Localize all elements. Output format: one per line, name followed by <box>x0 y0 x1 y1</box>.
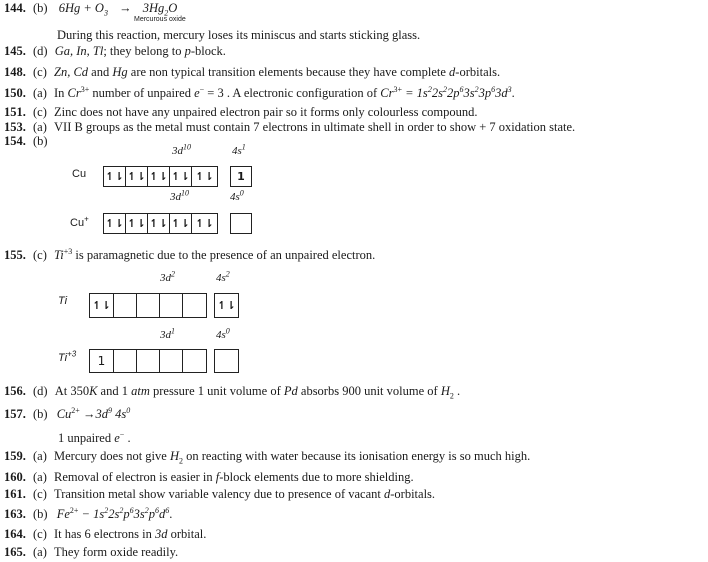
cu-3d-label: $3d^{10}$ <box>172 142 191 157</box>
answer-option: (b) <box>33 507 48 521</box>
answer-option: (c) <box>33 487 47 501</box>
entry-number: 148. <box>4 65 26 79</box>
cup-3d-box-2: ↿⇂ <box>125 213 148 234</box>
entry-text: Transition metal show variable valency due to presence of vacant <box>54 487 384 501</box>
cup-4s-box <box>230 213 252 234</box>
ti3-3d-box-4 <box>159 349 183 373</box>
cup-3d-box-3: ↿⇂ <box>147 213 170 234</box>
entry-153 <box>4 120 575 135</box>
entry-number: 150. <box>4 86 26 100</box>
ti-3d-box-3 <box>136 293 160 318</box>
ion: Cr <box>380 86 394 100</box>
entry-154 <box>4 134 48 149</box>
entry-145 <box>4 44 226 59</box>
equation-rhs: $3Hg_2O$ <box>142 1 178 18</box>
elements: Ga, In, Tl <box>54 44 104 58</box>
entry-text: In <box>54 86 68 100</box>
answer-option: (c) <box>33 248 47 262</box>
cu-3d-box-1: ↿⇂ <box>103 166 126 187</box>
entry-number: 161. <box>4 487 26 501</box>
cup-3d-box-4: ↿⇂ <box>169 213 192 234</box>
ti-3d-box-2 <box>113 293 137 318</box>
entry-text: pressure 1 unit volume of <box>149 384 284 398</box>
entry-text: At 350 <box>54 384 90 398</box>
cup-3d-label: $3d^{10}$ <box>170 188 189 203</box>
entry-160 <box>4 470 414 485</box>
entry-number: 163. <box>4 507 26 521</box>
answer-option: (b) <box>33 1 48 15</box>
block-letter: f <box>215 470 220 484</box>
ti-4s-box: ↿⇂ <box>214 293 239 318</box>
entry-text: -orbitals. <box>390 487 436 501</box>
orbital: 3d <box>155 527 168 541</box>
entry-text: Mercury does not give <box>54 449 170 463</box>
cup-3d-box-1: ↿⇂ <box>103 213 126 234</box>
element: Hg <box>112 65 128 79</box>
molecule: H <box>440 384 450 398</box>
answer-option: (a) <box>33 86 47 100</box>
entry-150: 150. (a) In $Cr^{3+}$ number of unpaired e− = 3 . A electronic configuration of $Cr^{3+} = 1s^22s^22p^63s^23p^63d^3$. <box>4 84 515 100</box>
electron-symbol: e <box>194 86 200 100</box>
reaction-arrow: → <box>119 1 132 15</box>
elements: Zn, Cd <box>54 65 89 79</box>
entry-text: on reacting with water because its ionisation energy is so much high. <box>182 449 531 463</box>
entry-164 <box>4 527 206 542</box>
entry-number: 145. <box>4 44 26 58</box>
ti3-3d-box-5 <box>182 349 207 373</box>
cup-3d-box-5: ↿⇂ <box>191 213 218 234</box>
ti-label: Ti <box>58 295 68 307</box>
entry-144 <box>4 1 177 16</box>
ti3-4s-label: $4s^0$ <box>216 326 230 341</box>
unit: atm <box>131 384 150 398</box>
product-note: Mercurous oxide <box>134 16 186 23</box>
ion: Ti <box>54 248 64 262</box>
cu-3d-box-2: ↿⇂ <box>125 166 148 187</box>
entry-tail: -orbitals. <box>455 65 501 79</box>
ion: Fe <box>56 507 70 521</box>
entry-text: = 3 . A electronic configuration of <box>204 86 381 100</box>
entry-text: and 1 <box>97 384 132 398</box>
entry-144-text: During this reaction, mercury loses its miniscus and starts sticking glass. <box>57 28 421 42</box>
answer-option: (b) <box>33 407 48 421</box>
ion: Cu <box>56 407 72 421</box>
cu-label: Cu <box>72 168 87 180</box>
cup-label: Cu+ <box>70 214 89 229</box>
entry-text: Removal of electron is easier in <box>54 470 216 484</box>
ti-3d-box-4 <box>159 293 183 318</box>
ti3-3d-box-1: 1 <box>89 349 114 373</box>
ti-3d-label: $3d^2$ <box>160 269 175 284</box>
cu-4s-box: 1 <box>230 166 252 187</box>
entry-number: 151. <box>4 105 26 119</box>
entry-157: 157. (b) $Cu^{2+} \to 3d^9$ $4s^0$ <box>4 405 131 421</box>
entry-number: 164. <box>4 527 26 541</box>
entry-156: 156. (d) At 350K and 1 atm pressure 1 unit volume of Pd absorbs 900 unit volume of $H_2$ . <box>4 384 461 401</box>
entry-number: 144. <box>4 1 26 15</box>
electron-configuration: = $1s^22s^22p^63s^23p^63d^3$ <box>402 84 512 100</box>
entry-text: -block elements due to more shielding. <box>219 470 414 484</box>
ti3-3d-box-3 <box>136 349 160 373</box>
block-letter: p <box>184 44 191 58</box>
entry-tail: -block. <box>190 44 226 58</box>
entry-text: is paramagnetic due to the presence of an unpaired electron. <box>72 248 376 262</box>
cu-3d-box-5: ↿⇂ <box>191 166 218 187</box>
answer-option: (c) <box>33 105 47 119</box>
entry-148 <box>4 65 500 80</box>
answer-option: (a) <box>33 449 47 463</box>
answer-option: (a) <box>33 120 47 134</box>
unit: K <box>89 384 98 398</box>
ti-3d-box-5 <box>182 293 207 318</box>
ti3-4s-box <box>214 349 239 373</box>
equation-lhs: $6Hg + O_3$ <box>58 1 108 18</box>
answer-option: (c) <box>33 65 47 79</box>
entry-number: 153. <box>4 120 26 134</box>
element: Pd <box>283 384 298 398</box>
ti3-3d-label: $3d^1$ <box>160 326 175 341</box>
cu-3d-box-4: ↿⇂ <box>169 166 192 187</box>
entry-text: Zinc does not have any unpaired electron pair so it forms only colourless compound. <box>54 105 478 119</box>
answer-option: (a) <box>33 545 47 559</box>
entry-159: 159. (a) Mercury does not give $H_2$ on reacting with water because its ionisation energy is so much high. <box>4 449 531 466</box>
entry-number: 157. <box>4 407 26 421</box>
entry-number: 155. <box>4 248 26 262</box>
entry-text: orbital. <box>167 527 207 541</box>
entry-number: 159. <box>4 449 26 463</box>
entry-text: are non typical transition elements because they have complete <box>127 65 450 79</box>
entry-number: 156. <box>4 384 26 398</box>
answer-option: (a) <box>33 470 47 484</box>
entry-text: 1 unpaired <box>58 431 115 445</box>
ion: Cr <box>67 86 81 100</box>
ti3-label: $Ti^{+3}$ <box>58 349 77 364</box>
entry-text: They form oxide readily. <box>54 545 179 559</box>
answer-option: (d) <box>33 44 48 58</box>
electron-configuration: $\to 3d^9$ $4s^0$ <box>79 405 131 421</box>
orbital-letter: d <box>449 65 456 79</box>
entry-161 <box>4 487 435 502</box>
entry-text: number of unpaired <box>89 86 195 100</box>
entry-157-line2: 1 unpaired e− . <box>58 429 131 445</box>
entry-number: 154. <box>4 134 26 148</box>
cup-4s-label: $4s^0$ <box>230 188 244 203</box>
cu-4s-label: $4s^1$ <box>232 142 246 157</box>
ti-4s-label: $4s^2$ <box>216 269 230 284</box>
entry-number: 165. <box>4 545 26 559</box>
ti-3d-box-1: ↿⇂ <box>89 293 114 318</box>
electron-symbol: e <box>114 431 120 445</box>
answer-option: (c) <box>33 527 47 541</box>
ti3-3d-box-2 <box>113 349 137 373</box>
entry-text: absorbs 900 unit volume of <box>297 384 441 398</box>
cu-3d-box-3: ↿⇂ <box>147 166 170 187</box>
entry-text: VII B groups as the metal must contain 7 electrons in ultimate shell in order to show + 7 oxidation state. <box>54 120 576 134</box>
entry-155: 155. (c) $Ti^{+3}$ is paramagnetic due to the presence of an unpaired electron. <box>4 246 376 262</box>
entry-151 <box>4 105 478 120</box>
answer-option: (d) <box>33 384 48 398</box>
entry-text: ; they belong to <box>103 44 185 58</box>
entry-text: and <box>88 65 113 79</box>
answer-option: (b) <box>33 134 48 148</box>
orbital-letter: d <box>384 487 391 501</box>
entry-text: It has 6 electrons in <box>54 527 156 541</box>
entry-163: 163. (b) $Fe^{2+} - 1s^22s^2p^63s^2p^6d^6$. <box>4 505 173 521</box>
entry-number: 160. <box>4 470 26 484</box>
entry-165 <box>4 545 178 560</box>
molecule: H <box>169 449 179 463</box>
electron-configuration: − $1s^22s^2p^63s^2p^6d^6$ <box>78 505 170 521</box>
